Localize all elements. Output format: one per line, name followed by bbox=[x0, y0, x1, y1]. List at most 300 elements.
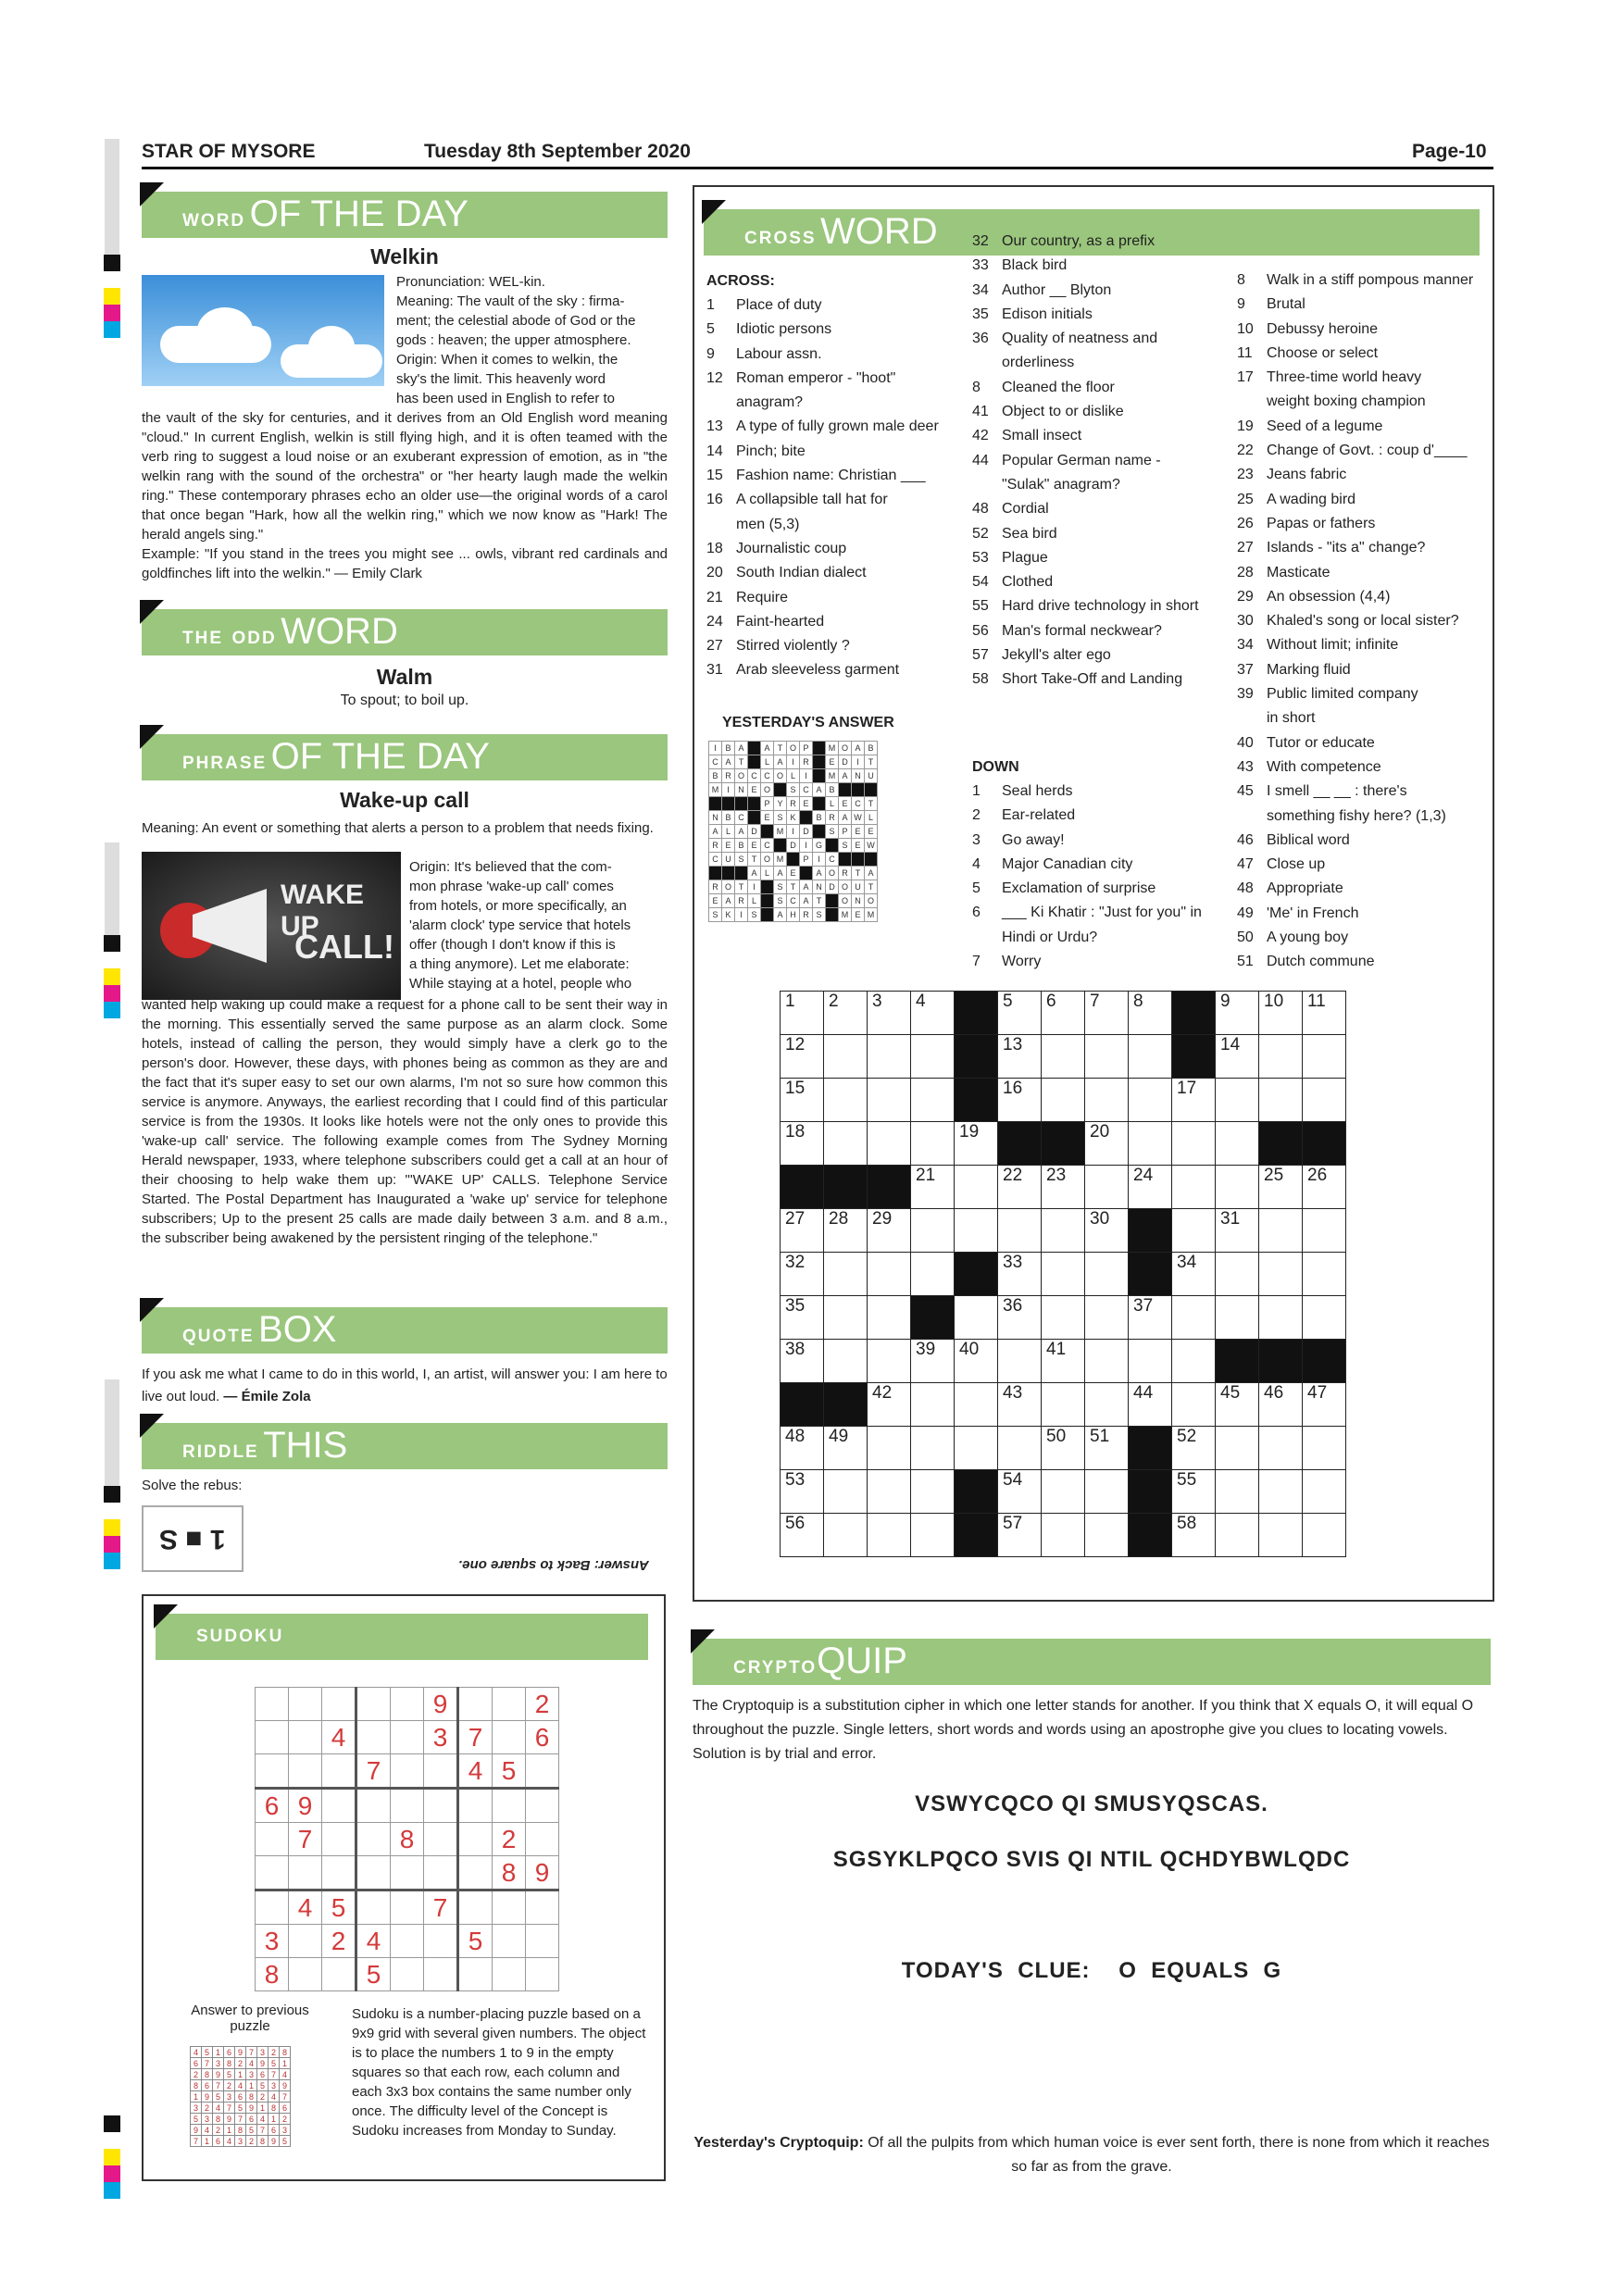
crossword-cell[interactable]: 37 bbox=[1129, 1296, 1172, 1340]
clue-number: 54 bbox=[972, 574, 989, 591]
sudoku-cell[interactable]: 5 bbox=[458, 1925, 493, 1958]
clue-text: Brutal bbox=[1267, 296, 1305, 313]
sudoku-cell[interactable] bbox=[424, 1958, 458, 1991]
sudoku-cell[interactable] bbox=[322, 1688, 356, 1721]
sudoku-cell[interactable]: 4 bbox=[458, 1754, 493, 1789]
crossword-cell[interactable] bbox=[868, 1514, 911, 1557]
crossword-cell bbox=[998, 1122, 1042, 1166]
crossword-cell[interactable]: 28 bbox=[824, 1209, 868, 1253]
crossword-cell[interactable] bbox=[1042, 1253, 1085, 1296]
crossword-cell[interactable] bbox=[1172, 1122, 1216, 1166]
sudoku-cell[interactable] bbox=[458, 1688, 493, 1721]
crossword-cell[interactable] bbox=[1085, 1470, 1129, 1514]
sudoku-cell[interactable] bbox=[391, 1925, 424, 1958]
sudoku-cell[interactable]: 7 bbox=[356, 1754, 391, 1789]
sudoku-cell[interactable]: 7 bbox=[458, 1721, 493, 1754]
sudoku-cell[interactable] bbox=[526, 1958, 559, 1991]
sudoku-cell[interactable] bbox=[493, 1958, 526, 1991]
crossword-cell[interactable] bbox=[955, 1296, 998, 1340]
sudoku-cell[interactable] bbox=[322, 1823, 356, 1856]
sudoku-cell[interactable] bbox=[391, 1856, 424, 1890]
sudoku-cell: 1 bbox=[246, 2080, 257, 2091]
clue-text: Exclamation of surprise bbox=[1002, 880, 1156, 897]
answer-cell: P bbox=[839, 825, 852, 839]
sudoku-cell[interactable] bbox=[356, 1688, 391, 1721]
crossword-cell[interactable] bbox=[824, 1296, 868, 1340]
sudoku-cell[interactable]: 8 bbox=[391, 1823, 424, 1856]
clue-text: I smell __ __ : there's bbox=[1267, 783, 1407, 800]
answer-cell: E bbox=[852, 908, 865, 922]
crossword-cell[interactable] bbox=[1129, 1035, 1172, 1079]
crossword-cell[interactable] bbox=[911, 1383, 955, 1427]
crossword-cell[interactable]: 15 bbox=[781, 1079, 824, 1122]
crossword-cell[interactable] bbox=[824, 1122, 868, 1166]
crossword-cell[interactable]: 36 bbox=[998, 1296, 1042, 1340]
crossword-cell[interactable]: 47 bbox=[1303, 1383, 1346, 1427]
crossword-cell[interactable] bbox=[1042, 1383, 1085, 1427]
crossword-cell[interactable] bbox=[1129, 1340, 1172, 1383]
sudoku-cell[interactable] bbox=[391, 1958, 424, 1991]
sudoku-cell[interactable]: 5 bbox=[322, 1890, 356, 1925]
crossword-grid[interactable] bbox=[780, 991, 1346, 1557]
crossword-cell[interactable] bbox=[1085, 1035, 1129, 1079]
answer-cell: P bbox=[800, 742, 813, 755]
print-margin-strip-3 bbox=[105, 1379, 119, 1491]
crossword-cell[interactable] bbox=[1172, 1383, 1216, 1427]
sudoku-cell[interactable] bbox=[356, 1856, 391, 1890]
crossword-cell[interactable] bbox=[868, 1296, 911, 1340]
crossword-cell[interactable] bbox=[1042, 1209, 1085, 1253]
crossword-cell[interactable]: 16 bbox=[998, 1079, 1042, 1122]
crossword-cell[interactable]: 58 bbox=[1172, 1514, 1216, 1557]
crossword-cell[interactable] bbox=[1216, 1079, 1259, 1122]
crossword-cell[interactable] bbox=[824, 1035, 868, 1079]
answer-cell: A bbox=[748, 867, 761, 880]
crossword-cell[interactable]: 11 bbox=[1303, 992, 1346, 1035]
crossword-cell[interactable] bbox=[955, 1383, 998, 1427]
crossword-cell[interactable] bbox=[1085, 1383, 1129, 1427]
crossword-cell[interactable] bbox=[1216, 1296, 1259, 1340]
crossword-cell[interactable]: 22 bbox=[998, 1166, 1042, 1209]
sudoku-cell[interactable] bbox=[424, 1823, 458, 1856]
answer-cell: C bbox=[761, 769, 774, 783]
crossword-cell[interactable]: 30 bbox=[1085, 1209, 1129, 1253]
crossword-cell[interactable]: 34 bbox=[1172, 1253, 1216, 1296]
sudoku-cell[interactable] bbox=[391, 1688, 424, 1721]
sudoku-cell: 7 bbox=[257, 2125, 269, 2136]
crossword-cell[interactable]: 56 bbox=[781, 1514, 824, 1557]
rebus-text: 1 ■ S bbox=[159, 1524, 226, 1554]
crossword-cell[interactable] bbox=[868, 1122, 911, 1166]
crossword-cell[interactable] bbox=[1259, 1470, 1303, 1514]
crossword-cell[interactable]: 44 bbox=[1129, 1383, 1172, 1427]
crossword-cell[interactable] bbox=[1085, 1079, 1129, 1122]
sudoku-cell[interactable] bbox=[424, 1925, 458, 1958]
clue-text: Islands - "its a" change? bbox=[1267, 540, 1426, 556]
sudoku-cell[interactable]: 7 bbox=[289, 1823, 322, 1856]
sudoku-cell: 3 bbox=[224, 2091, 235, 2103]
answer-cell: O bbox=[839, 742, 852, 755]
crossword-cell[interactable]: 48 bbox=[781, 1427, 824, 1470]
crossword-cell[interactable] bbox=[1259, 1514, 1303, 1557]
sudoku-cell[interactable] bbox=[289, 1721, 322, 1754]
crossword-cell[interactable] bbox=[1129, 1122, 1172, 1166]
sudoku-cell[interactable]: 4 bbox=[289, 1890, 322, 1925]
crossword-cell[interactable] bbox=[1303, 1079, 1346, 1122]
crossword-cell[interactable] bbox=[911, 1253, 955, 1296]
crossword-cell[interactable] bbox=[1085, 1340, 1129, 1383]
crossword-cell[interactable] bbox=[868, 1427, 911, 1470]
crossword-cell[interactable] bbox=[911, 1122, 955, 1166]
cryptoquip-intro: The Cryptoquip is a substitution cipher in which one letter stands for another. If you think that X equals O, it will equal O throughout the puzzle. Single letters, short words and words using an apostrophe give you clues to locating vowels. Solution is by trial and error. bbox=[693, 1698, 1474, 1762]
crossword-cell[interactable]: 7 bbox=[1085, 992, 1129, 1035]
answer-cell: H bbox=[787, 908, 800, 922]
crossword-cell[interactable] bbox=[955, 1427, 998, 1470]
sudoku-cell[interactable] bbox=[356, 1721, 391, 1754]
clue-item bbox=[972, 497, 1222, 521]
clue-number: 1 bbox=[972, 783, 981, 799]
crossword-cell[interactable] bbox=[998, 1209, 1042, 1253]
crossword-cell[interactable]: 8 bbox=[1129, 992, 1172, 1035]
crossword-cell bbox=[1172, 992, 1216, 1035]
sudoku-cell[interactable]: 9 bbox=[289, 1789, 322, 1823]
crossword-cell[interactable]: 9 bbox=[1216, 992, 1259, 1035]
crossword-cell[interactable]: 53 bbox=[781, 1470, 824, 1514]
sudoku-cell[interactable] bbox=[322, 1958, 356, 1991]
sudoku-cell[interactable]: 3 bbox=[424, 1721, 458, 1754]
crossword-cell[interactable]: 40 bbox=[955, 1340, 998, 1383]
crossword-cell[interactable]: 41 bbox=[1042, 1340, 1085, 1383]
clue-item bbox=[1237, 780, 1487, 804]
sudoku-cell[interactable] bbox=[391, 1789, 424, 1823]
crossword-cell[interactable]: 57 bbox=[998, 1514, 1042, 1557]
sudoku-cell[interactable] bbox=[424, 1754, 458, 1789]
sudoku-cell[interactable] bbox=[424, 1856, 458, 1890]
sudoku-cell[interactable] bbox=[526, 1754, 559, 1789]
sudoku-cell[interactable] bbox=[458, 1958, 493, 1991]
crossword-cell[interactable]: 33 bbox=[998, 1253, 1042, 1296]
crossword-cell[interactable]: 24 bbox=[1129, 1166, 1172, 1209]
crossword-cell[interactable]: 55 bbox=[1172, 1470, 1216, 1514]
crossword-cell[interactable] bbox=[1172, 1209, 1216, 1253]
clue-item bbox=[972, 926, 1222, 950]
sudoku-cell[interactable] bbox=[493, 1925, 526, 1958]
sudoku-cell[interactable] bbox=[458, 1789, 493, 1823]
sudoku-cell[interactable]: 2 bbox=[322, 1925, 356, 1958]
crossword-cell[interactable]: 32 bbox=[781, 1253, 824, 1296]
sudoku-cell[interactable] bbox=[458, 1856, 493, 1890]
answer-cell: A bbox=[813, 783, 826, 797]
sudoku-cell[interactable] bbox=[493, 1721, 526, 1754]
crossword-cell[interactable] bbox=[1259, 1253, 1303, 1296]
answer-cell: I bbox=[735, 908, 748, 922]
crossword-cell[interactable] bbox=[1303, 1296, 1346, 1340]
answer-cell: I bbox=[800, 839, 813, 853]
clue-item bbox=[1237, 293, 1487, 317]
crossword-cell[interactable] bbox=[1216, 1427, 1259, 1470]
sudoku-cell[interactable]: 8 bbox=[256, 1958, 289, 1991]
sudoku-cell[interactable]: 5 bbox=[356, 1958, 391, 1991]
sudoku-cell[interactable]: 2 bbox=[493, 1823, 526, 1856]
crossword-cell[interactable] bbox=[1259, 1296, 1303, 1340]
crossword-cell[interactable] bbox=[1303, 1514, 1346, 1557]
crossword-cell[interactable]: 27 bbox=[781, 1209, 824, 1253]
sudoku-cell[interactable] bbox=[256, 1823, 289, 1856]
crossword-cell[interactable] bbox=[868, 1253, 911, 1296]
crossword-cell[interactable]: 10 bbox=[1259, 992, 1303, 1035]
crossword-cell[interactable] bbox=[1259, 1079, 1303, 1122]
clue-item bbox=[972, 950, 1222, 974]
crossword-cell[interactable] bbox=[1172, 1166, 1216, 1209]
crossword-cell[interactable]: 35 bbox=[781, 1296, 824, 1340]
clue-item bbox=[1237, 366, 1487, 390]
sudoku-cell[interactable] bbox=[256, 1754, 289, 1789]
crossword-cell[interactable]: 13 bbox=[998, 1035, 1042, 1079]
crossword-cell[interactable]: 4 bbox=[911, 992, 955, 1035]
clue-text: 'Me' in French bbox=[1267, 905, 1359, 921]
crossword-cell bbox=[781, 1383, 824, 1427]
sudoku-cell[interactable] bbox=[256, 1721, 289, 1754]
crossword-cell bbox=[781, 1166, 824, 1209]
sudoku-cell[interactable]: 3 bbox=[256, 1925, 289, 1958]
sudoku-cell[interactable]: 4 bbox=[356, 1925, 391, 1958]
answer-cell: A bbox=[813, 867, 826, 880]
crossword-cell[interactable] bbox=[955, 1209, 998, 1253]
answer-cell bbox=[813, 755, 826, 769]
answer-cell: O bbox=[761, 853, 774, 867]
clue-number: 36 bbox=[972, 331, 989, 347]
crossword-cell[interactable] bbox=[1085, 1253, 1129, 1296]
crossword-cell[interactable] bbox=[1259, 1427, 1303, 1470]
sudoku-cell[interactable] bbox=[256, 1688, 289, 1721]
crossword-cell[interactable] bbox=[824, 1514, 868, 1557]
answer-cell: A bbox=[865, 867, 878, 880]
crossword-cell[interactable]: 26 bbox=[1303, 1166, 1346, 1209]
crossword-cell[interactable] bbox=[1259, 1035, 1303, 1079]
clue-item bbox=[1237, 950, 1487, 974]
sudoku-cell: 5 bbox=[235, 2103, 246, 2114]
sudoku-cell[interactable] bbox=[526, 1789, 559, 1823]
answer-cell: I bbox=[813, 853, 826, 867]
crossword-cell[interactable]: 52 bbox=[1172, 1427, 1216, 1470]
crossword-cell[interactable] bbox=[1259, 1209, 1303, 1253]
crossword-cell[interactable]: 45 bbox=[1216, 1383, 1259, 1427]
crossword-cell[interactable]: 51 bbox=[1085, 1427, 1129, 1470]
crossword-cell[interactable] bbox=[911, 1079, 955, 1122]
crossword-cell[interactable] bbox=[824, 1470, 868, 1514]
sudoku-cell[interactable] bbox=[391, 1721, 424, 1754]
sudoku-cell[interactable] bbox=[322, 1754, 356, 1789]
sudoku-cell[interactable] bbox=[424, 1789, 458, 1823]
sudoku-cell[interactable]: 6 bbox=[256, 1789, 289, 1823]
crossword-cell[interactable] bbox=[1042, 1035, 1085, 1079]
crossword-cell[interactable] bbox=[1303, 1253, 1346, 1296]
crossword-cell[interactable]: 12 bbox=[781, 1035, 824, 1079]
sudoku-cell: 7 bbox=[269, 2069, 280, 2080]
crossword-cell[interactable]: 39 bbox=[911, 1340, 955, 1383]
answer-cell: T bbox=[735, 880, 748, 894]
crossword-cell[interactable] bbox=[1303, 1035, 1346, 1079]
crossword-cell[interactable]: 2 bbox=[824, 992, 868, 1035]
crossword-cell[interactable]: 17 bbox=[1172, 1079, 1216, 1122]
crossword-cell[interactable]: 42 bbox=[868, 1383, 911, 1427]
crossword-cell[interactable]: 38 bbox=[781, 1340, 824, 1383]
crossword-cell[interactable] bbox=[1042, 1514, 1085, 1557]
crossword-cell[interactable]: 14 bbox=[1216, 1035, 1259, 1079]
sudoku-cell[interactable] bbox=[526, 1925, 559, 1958]
sudoku-cell[interactable] bbox=[493, 1688, 526, 1721]
crossword-cell[interactable]: 54 bbox=[998, 1470, 1042, 1514]
crossword-cell[interactable] bbox=[1216, 1253, 1259, 1296]
crossword-cell[interactable]: 18 bbox=[781, 1122, 824, 1166]
answer-cell: C bbox=[800, 783, 813, 797]
clue-item bbox=[706, 658, 956, 682]
crossword-cell[interactable] bbox=[1172, 1340, 1216, 1383]
sudoku-cell[interactable]: 7 bbox=[424, 1890, 458, 1925]
crossword-cell bbox=[911, 1296, 955, 1340]
sudoku-cell[interactable] bbox=[458, 1823, 493, 1856]
sudoku-cell[interactable] bbox=[356, 1890, 391, 1925]
crossword-cell[interactable] bbox=[1042, 1079, 1085, 1122]
crossword-cell[interactable] bbox=[911, 1470, 955, 1514]
sudoku-cell[interactable] bbox=[526, 1823, 559, 1856]
clue-number: 45 bbox=[1237, 783, 1254, 800]
crossword-cell[interactable]: 20 bbox=[1085, 1122, 1129, 1166]
crossword-cell[interactable]: 23 bbox=[1042, 1166, 1085, 1209]
clue-item bbox=[1237, 682, 1487, 706]
answer-cell bbox=[787, 853, 800, 867]
crossword-cell[interactable]: 49 bbox=[824, 1427, 868, 1470]
crossword-cell[interactable] bbox=[998, 1340, 1042, 1383]
clue-item bbox=[1237, 829, 1487, 853]
answer-cell: A bbox=[774, 908, 787, 922]
clue-text: Three-time world heavy bbox=[1267, 369, 1422, 386]
sudoku-cell[interactable] bbox=[289, 1958, 322, 1991]
sudoku-cell[interactable] bbox=[289, 1856, 322, 1890]
sudoku-cell[interactable] bbox=[256, 1890, 289, 1925]
sudoku-cell[interactable] bbox=[493, 1789, 526, 1823]
riddle-band: riddle THIS bbox=[142, 1423, 668, 1469]
crossword-cell[interactable] bbox=[868, 1340, 911, 1383]
crossword-cell[interactable] bbox=[1172, 1296, 1216, 1340]
crossword-cell[interactable] bbox=[1216, 1166, 1259, 1209]
clue-number: 3 bbox=[972, 831, 981, 848]
crossword-cell[interactable]: 50 bbox=[1042, 1427, 1085, 1470]
crossword-cell[interactable]: 46 bbox=[1259, 1383, 1303, 1427]
sudoku-cell[interactable] bbox=[526, 1890, 559, 1925]
crossword-cell[interactable]: 1 bbox=[781, 992, 824, 1035]
crossword-cell[interactable] bbox=[1216, 1514, 1259, 1557]
crossword-cell[interactable]: 29 bbox=[868, 1209, 911, 1253]
crossword-cell[interactable] bbox=[1303, 1427, 1346, 1470]
crossword-cell[interactable]: 3 bbox=[868, 992, 911, 1035]
sudoku-cell[interactable] bbox=[289, 1688, 322, 1721]
crossword-cell[interactable]: 25 bbox=[1259, 1166, 1303, 1209]
sudoku-cell: 4 bbox=[191, 2047, 202, 2058]
crossword-cell[interactable] bbox=[911, 1035, 955, 1079]
crossword-cell[interactable]: 21 bbox=[911, 1166, 955, 1209]
clue-number: 53 bbox=[972, 549, 989, 566]
crossword-cell[interactable]: 43 bbox=[998, 1383, 1042, 1427]
sudoku-grid[interactable] bbox=[255, 1687, 559, 1991]
crossword-cell[interactable]: 6 bbox=[1042, 992, 1085, 1035]
crossword-cell[interactable] bbox=[1042, 1296, 1085, 1340]
answer-cell: I bbox=[787, 825, 800, 839]
sudoku-cell[interactable] bbox=[289, 1925, 322, 1958]
crossword-cell[interactable] bbox=[868, 1470, 911, 1514]
clue-text: Without limit; infinite bbox=[1267, 637, 1399, 654]
sudoku-cell: 5 bbox=[246, 2125, 257, 2136]
clue-item bbox=[972, 546, 1222, 570]
crossword-cell[interactable]: 19 bbox=[955, 1122, 998, 1166]
sudoku-cell[interactable]: 4 bbox=[322, 1721, 356, 1754]
sudoku-cell[interactable]: 2 bbox=[526, 1688, 559, 1721]
crossword-cell[interactable] bbox=[911, 1209, 955, 1253]
sudoku-cell[interactable] bbox=[458, 1890, 493, 1925]
crossword-cell[interactable] bbox=[1042, 1470, 1085, 1514]
crossword-cell[interactable]: 5 bbox=[998, 992, 1042, 1035]
sudoku-cell[interactable] bbox=[256, 1856, 289, 1890]
clue-item bbox=[1237, 463, 1487, 487]
sudoku-cell[interactable]: 8 bbox=[493, 1856, 526, 1890]
sudoku-cell[interactable]: 9 bbox=[424, 1688, 458, 1721]
crossword-cell[interactable] bbox=[868, 1035, 911, 1079]
answer-cell: B bbox=[709, 769, 722, 783]
crossword-cell[interactable] bbox=[911, 1514, 955, 1557]
sudoku-cell[interactable] bbox=[493, 1890, 526, 1925]
crossword-cell[interactable] bbox=[824, 1340, 868, 1383]
crossword-cell[interactable] bbox=[824, 1079, 868, 1122]
answer-cell: C bbox=[852, 797, 865, 811]
crossword-cell[interactable] bbox=[955, 1166, 998, 1209]
crossword-cell[interactable] bbox=[1085, 1514, 1129, 1557]
sudoku-cell[interactable]: 6 bbox=[526, 1721, 559, 1754]
crossword-cell[interactable] bbox=[1129, 1079, 1172, 1122]
crossword-cell[interactable] bbox=[1303, 1209, 1346, 1253]
clue-text: anagram? bbox=[736, 394, 804, 411]
sudoku-cell: 6 bbox=[280, 2103, 291, 2114]
crossword-cell[interactable] bbox=[868, 1079, 911, 1122]
sudoku-band: sudoku bbox=[156, 1614, 648, 1660]
sudoku-cell[interactable] bbox=[322, 1789, 356, 1823]
clue-number: 16 bbox=[706, 492, 723, 508]
clue-text: Edison initials bbox=[1002, 306, 1093, 322]
sudoku-cell: 5 bbox=[257, 2080, 269, 2091]
sudoku-cell[interactable] bbox=[322, 1856, 356, 1890]
sudoku-cell[interactable]: 5 bbox=[493, 1754, 526, 1789]
crossword-cell[interactable] bbox=[911, 1427, 955, 1470]
cryptoquip-band: cryptoQUIP bbox=[693, 1639, 1491, 1685]
sudoku-cell[interactable] bbox=[289, 1754, 322, 1789]
clue-text: Tutor or educate bbox=[1267, 734, 1375, 751]
clue-item bbox=[972, 877, 1222, 901]
sudoku-cell[interactable] bbox=[391, 1754, 424, 1789]
crossword-cell[interactable] bbox=[1216, 1470, 1259, 1514]
crossword-cell[interactable] bbox=[824, 1253, 868, 1296]
crossword-cell[interactable] bbox=[1303, 1470, 1346, 1514]
sudoku-cell: 5 bbox=[280, 2136, 291, 2147]
sudoku-cell[interactable]: 9 bbox=[526, 1856, 559, 1890]
crossword-cell[interactable] bbox=[998, 1427, 1042, 1470]
sudoku-cell: 3 bbox=[213, 2058, 224, 2069]
sudoku-cell[interactable] bbox=[356, 1789, 391, 1823]
sudoku-cell[interactable] bbox=[391, 1890, 424, 1925]
crossword-cell[interactable] bbox=[1216, 1122, 1259, 1166]
crossword-cell[interactable] bbox=[1085, 1296, 1129, 1340]
crossword-cell[interactable]: 31 bbox=[1216, 1209, 1259, 1253]
sudoku-cell[interactable] bbox=[356, 1823, 391, 1856]
crossword-cell[interactable] bbox=[1085, 1166, 1129, 1209]
